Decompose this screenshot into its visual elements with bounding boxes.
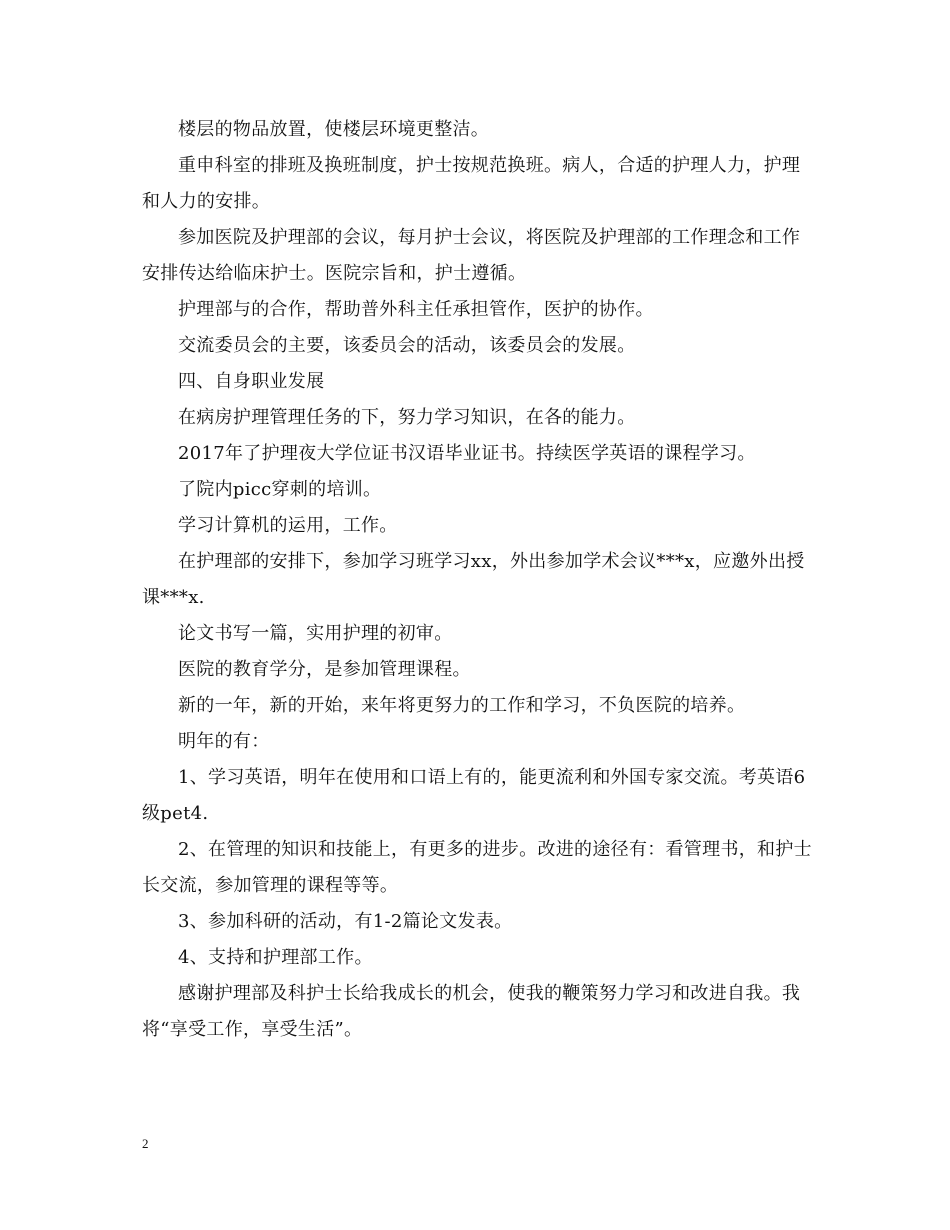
paragraph: 新的一年，新的开始，来年将更努力的工作和学习，不负医院的培养。 [178,695,746,716]
page-number: 2 [142,1136,149,1151]
paragraph: 论文书写一篇，实用护理的初审。 [178,623,453,644]
list-item: 1、学习英语，明年在使用和口语上有的，能更流利和外国专家交流。考英语6级pet4. [142,767,806,824]
paragraph: 在病房护理管理任务的下，努力学习知识，在各的能力。 [178,407,636,428]
list-item: 4、支持和护理部工作。 [178,947,373,968]
paragraph: 了院内picc穿刺的培训。 [178,479,382,500]
paragraph: 交流委员会的主要，该委员会的活动，该委员会的发展。 [178,335,636,356]
paragraph: 在护理部的安排下，参加学习班学习xx，外出参加学术会议***x，应邀外出授课***x. [142,551,805,608]
paragraph: 楼层的物品放置，使楼层环境更整洁。 [178,119,490,140]
document-body [142,112,812,1048]
paragraph: 参加医院及护理部的会议，每月护士会议，将医院及护理部的工作理念和工作安排传达给临床护士。医院宗旨和，护士遵循。 [142,227,801,284]
paragraph: 学习计算机的运用，工作。 [178,515,398,536]
list-item: 2、在管理的知识和技能上，有更多的进步。改进的途径有：看管理书，和护士长交流，参加管理的课程等等。 [142,839,812,896]
paragraph: 2017年了护理夜大学位证书汉语毕业证书。持续医学英语的课程学习。 [178,443,756,464]
list-item: 3、参加科研的活动，有1-2篇论文发表。 [178,911,513,932]
paragraph: 明年的有： [178,731,270,752]
section-heading: 四、自身职业发展 [178,371,325,392]
paragraph: 医院的教育学分，是参加管理课程。 [178,659,471,680]
paragraph: 感谢护理部及科护士长给我成长的机会，使我的鞭策努力学习和改进自我。我将“享受工作，享受生活”。 [142,983,801,1040]
paragraph: 护理部与的合作，帮助普外科主任承担管作，医护的协作。 [178,299,654,320]
paragraph: 重申科室的排班及换班制度，护士按规范换班。病人，合适的护理人力，护理和人力的安排。 [142,155,801,212]
